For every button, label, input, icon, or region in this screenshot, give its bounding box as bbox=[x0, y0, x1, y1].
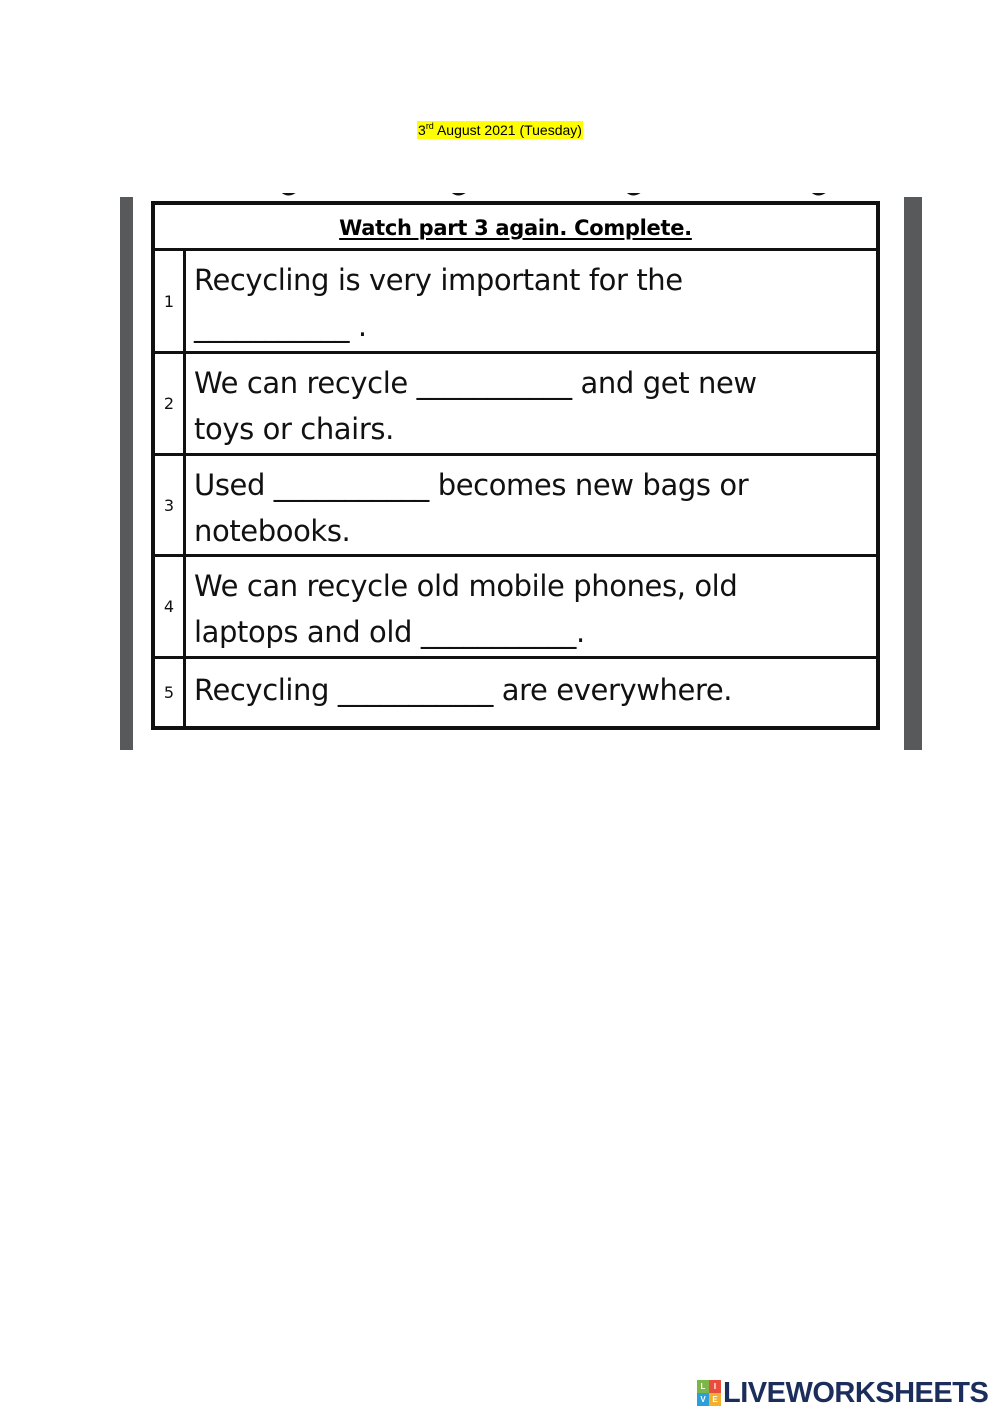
row-number: 4 bbox=[155, 557, 186, 656]
exercise-row bbox=[155, 659, 876, 726]
row-sentence[interactable]: Recycling ___________ are everywhere. bbox=[194, 673, 733, 707]
row-number: 2 bbox=[155, 354, 186, 453]
frame-left-bar bbox=[120, 197, 133, 750]
row-sentence[interactable]: Recycling is very important for the ___________ . bbox=[194, 263, 683, 343]
logo-tile-i: I bbox=[709, 1380, 721, 1393]
exercise-instruction-text: Watch part 3 again. Complete. bbox=[339, 216, 692, 240]
row-sentence[interactable]: We can recycle ___________ and get new toys or chairs. bbox=[194, 366, 757, 446]
cropped-text-remnants bbox=[270, 193, 900, 199]
date-suffix: rd bbox=[425, 121, 434, 131]
row-sentence[interactable]: We can recycle old mobile phones, old laptops and old ___________. bbox=[194, 569, 738, 649]
logo-tile-e: E bbox=[709, 1393, 721, 1406]
logo-tile-l: L bbox=[697, 1380, 709, 1393]
exercise-row bbox=[155, 354, 876, 456]
date-rest: August 2021 (Tuesday) bbox=[433, 122, 582, 138]
logo-tile-v: V bbox=[697, 1393, 709, 1406]
exercise-row bbox=[155, 251, 876, 354]
date-day: 3 bbox=[418, 122, 426, 138]
exercise-table bbox=[151, 201, 880, 730]
row-number: 1 bbox=[155, 251, 186, 351]
liveworksheets-logo-icon bbox=[697, 1380, 721, 1406]
exercise-row bbox=[155, 557, 876, 659]
worksheet-image bbox=[120, 193, 922, 750]
exercise-instruction bbox=[155, 205, 876, 251]
date-line bbox=[0, 120, 1000, 140]
frame-right-bar bbox=[904, 197, 922, 750]
liveworksheets-logo bbox=[697, 1378, 988, 1408]
row-number: 5 bbox=[155, 659, 186, 726]
row-number: 3 bbox=[155, 456, 186, 554]
row-sentence[interactable]: Used ___________ becomes new bags or notebooks. bbox=[194, 468, 749, 548]
exercise-row bbox=[155, 456, 876, 557]
date-highlight bbox=[417, 121, 583, 139]
liveworksheets-logo-text: LIVEWORKSHEETS bbox=[723, 1376, 989, 1409]
